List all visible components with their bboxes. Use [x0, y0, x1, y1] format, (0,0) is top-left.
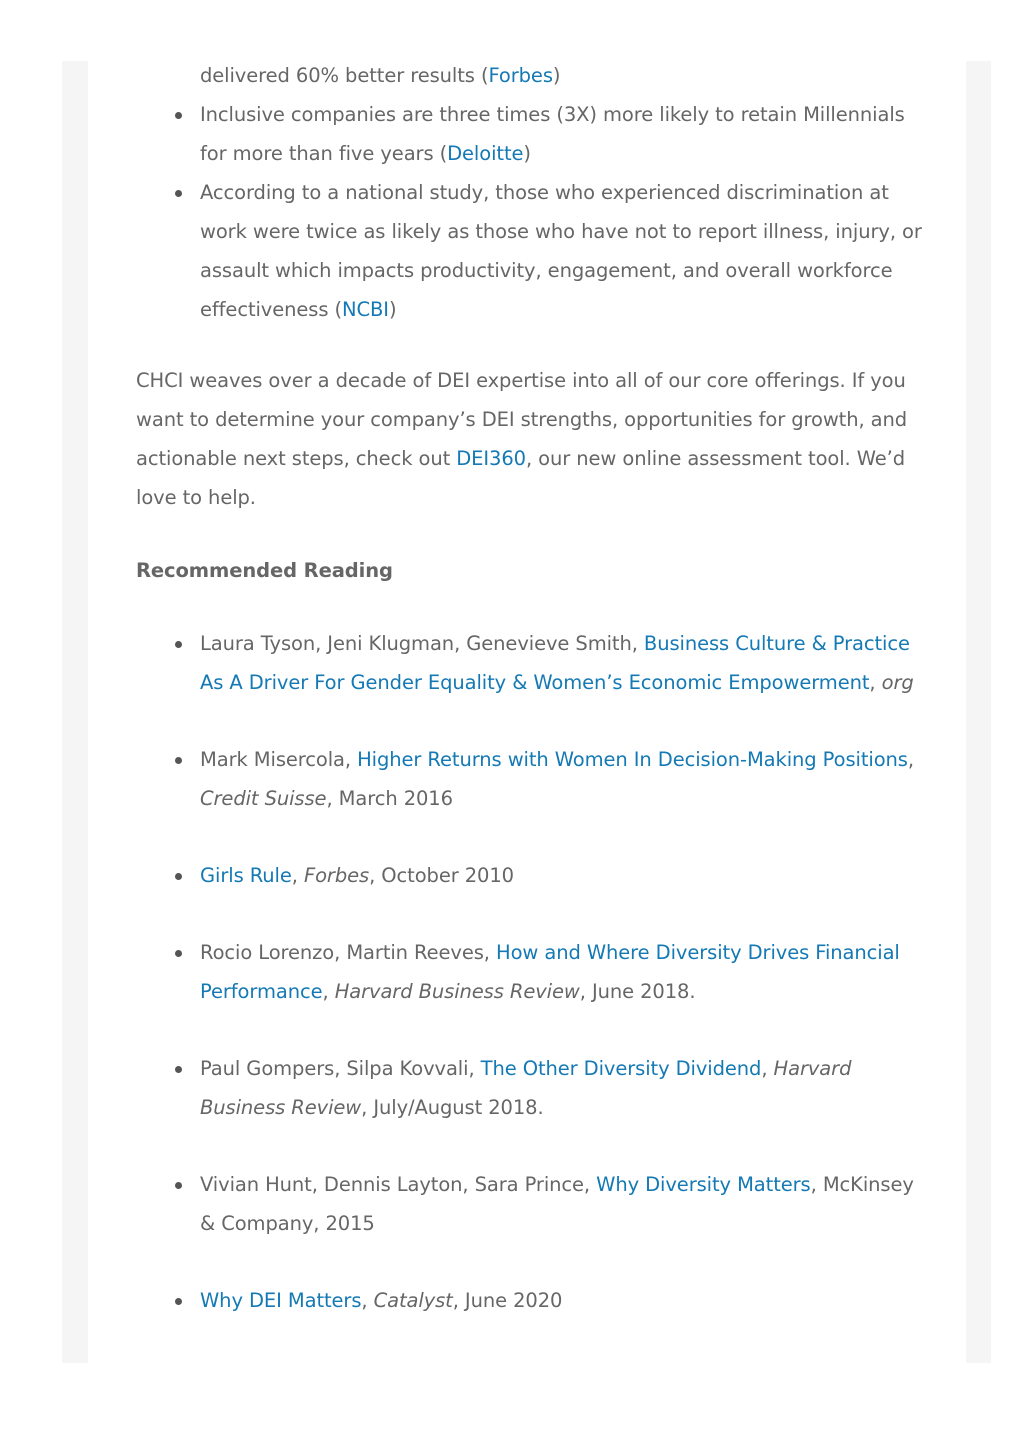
reading-authors: Mark Misercola, — [200, 748, 358, 771]
list-item-text: Inclusive companies are three times (3X) more likely to retain Millennials for more than five years ( — [200, 103, 905, 165]
list-item-text: ) — [523, 142, 531, 165]
reading-item — [136, 933, 926, 1011]
reading-item — [136, 1281, 926, 1320]
reading-authors: Rocio Lorenzo, Martin Reeves, — [200, 941, 497, 964]
reading-item — [136, 624, 926, 702]
reading-date: , June 2020 — [452, 1289, 563, 1312]
bullet-icon — [175, 1066, 182, 1073]
reading-date: McKinsey & Company, 2015 — [200, 1173, 914, 1235]
list-item — [136, 56, 926, 95]
right-gutter — [966, 61, 991, 1363]
list-item-text: ) — [552, 64, 561, 87]
list-item-text: delivered 60% better results ( — [200, 64, 489, 87]
paragraph-text: CHCI weaves over a decade of DEI expertise into all of our core offerings. If you want to determine your company’s DEI strengths, opportunities for growth, and actionable next steps, check out — [136, 369, 908, 470]
reading-source: Credit Suisse — [200, 787, 327, 810]
reading-link[interactable]: Why Diversity Matters — [596, 1173, 811, 1196]
chci-paragraph — [136, 361, 926, 517]
reading-link[interactable]: The Other Diversity Dividend — [480, 1057, 762, 1080]
bullet-icon — [175, 112, 182, 119]
dei360-link[interactable]: DEI360 — [456, 447, 526, 470]
recommended-reading-heading: Recommended Reading — [136, 559, 393, 582]
forbes-link[interactable]: Forbes — [488, 64, 553, 87]
bullet-icon — [175, 1298, 182, 1305]
list-item-text: ) — [388, 298, 397, 321]
reading-authors: Vivian Hunt, Dennis Layton, Sara Prince, — [200, 1173, 597, 1196]
reading-authors: Laura Tyson, Jeni Klugman, Genevieve Smith, — [200, 632, 644, 655]
list-item — [136, 173, 926, 329]
reading-date: , March 2016 — [326, 787, 453, 810]
list-item — [136, 95, 926, 173]
reading-source: Catalyst — [373, 1289, 453, 1312]
reading-link[interactable]: Higher Returns with Women In Decision-Making Positions — [357, 748, 908, 771]
paragraph-text: , our new online assessment tool. We’d love to help. — [136, 447, 906, 509]
separator: , — [907, 748, 914, 771]
list-item-text: According to a national study, those who experienced discrimination at work were twice as likely as those who have not to report illness, injury, or assault which impacts productivity, engagement, and overall workforce effectiveness ( — [200, 181, 922, 321]
reading-source: org — [881, 671, 914, 694]
reading-link[interactable]: Why DEI Matters — [200, 1289, 362, 1312]
left-gutter — [62, 61, 88, 1363]
bullet-icon — [175, 873, 182, 880]
reading-item — [136, 1049, 926, 1127]
bullet-icon — [175, 757, 182, 764]
separator: , — [361, 1289, 374, 1312]
bullet-icon — [175, 641, 182, 648]
bullet-icon — [175, 1182, 182, 1189]
bullet-icon — [175, 950, 182, 957]
separator: , — [322, 980, 335, 1003]
bullet-icon — [175, 190, 182, 197]
reading-date: , October 2010 — [369, 864, 514, 887]
reading-link[interactable]: Business Culture & Practice As A Driver For Gender Equality & Women’s Economic Empowerment — [200, 632, 910, 694]
separator: , — [810, 1173, 823, 1196]
reading-date: , July/August 2018. — [361, 1096, 544, 1119]
reading-date: , June 2018. — [579, 980, 696, 1003]
reading-item — [136, 740, 926, 818]
separator: , — [291, 864, 304, 887]
reading-authors: Paul Gompers, Silpa Kovvali, — [200, 1057, 481, 1080]
reading-source: Harvard Business Review — [200, 1057, 852, 1119]
deloitte-link[interactable]: Deloitte — [447, 142, 524, 165]
reading-item — [136, 856, 926, 895]
separator: , — [761, 1057, 774, 1080]
reading-list — [136, 624, 926, 1320]
reading-link[interactable]: How and Where Diversity Drives Financial Performance — [200, 941, 900, 1003]
separator: , — [869, 671, 882, 694]
reading-source: Forbes — [303, 864, 370, 887]
reading-source: Harvard Business Review — [334, 980, 580, 1003]
ncbi-link[interactable]: NCBI — [342, 298, 389, 321]
reading-link[interactable]: Girls Rule — [200, 864, 292, 887]
article-content — [136, 56, 926, 1358]
reading-item — [136, 1165, 926, 1243]
statistics-list — [136, 56, 926, 329]
